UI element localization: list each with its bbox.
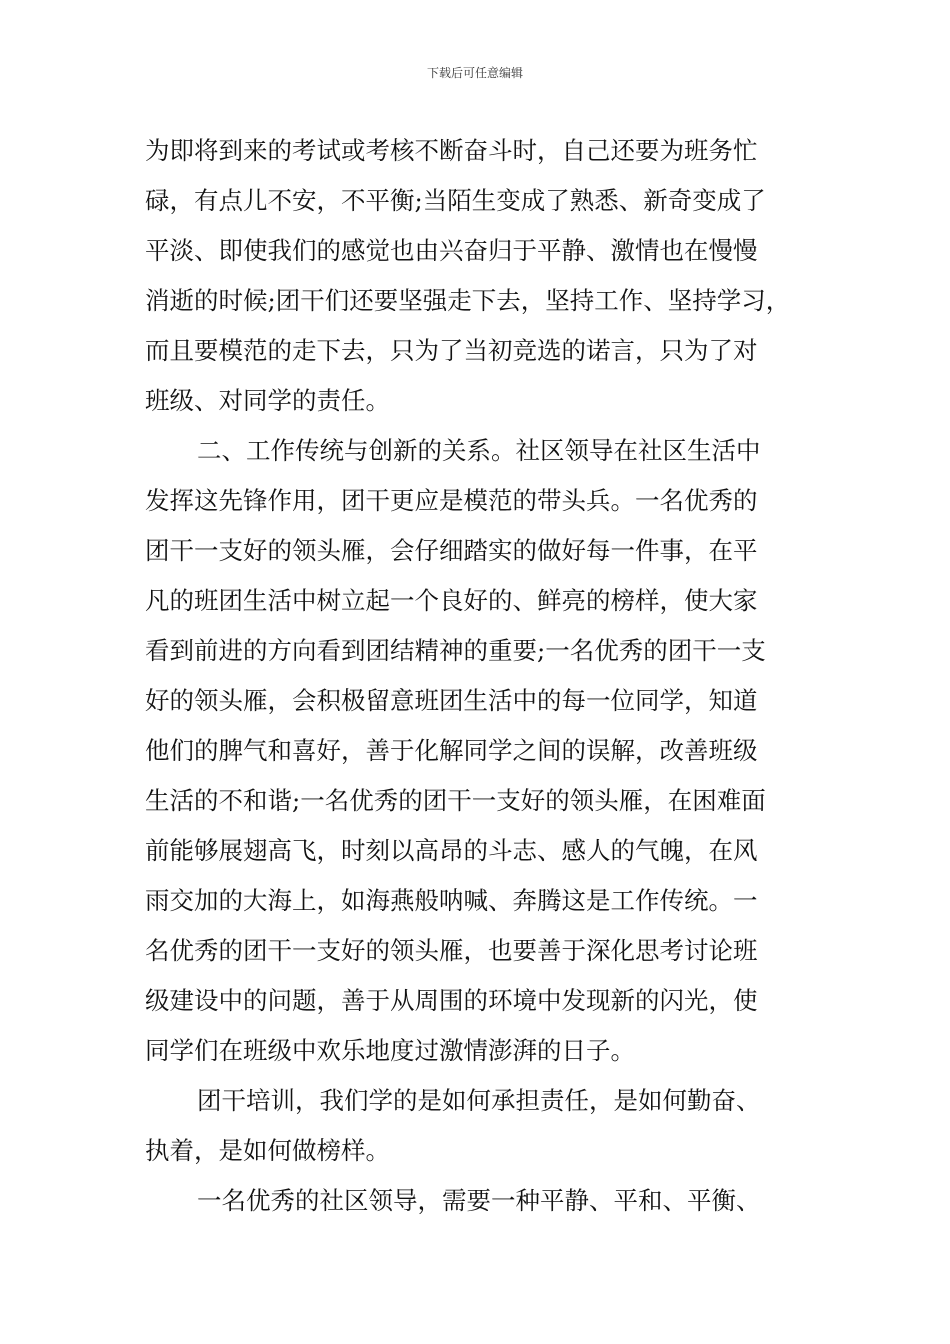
- document-body: [145, 126, 815, 1226]
- text-line: 发挥这先锋作用，团干更应是模范的带头兵。一名优秀的: [145, 486, 758, 515]
- text-line: 凡的班团生活中树立起一个良好的、鲜亮的榜样，使大家: [145, 586, 758, 615]
- text-line: 而且要模范的走下去，只为了当初竞选的诺言，只为了对: [145, 336, 758, 365]
- text-line: 雨交加的大海上，如海燕般呐喊、奔腾这是工作传统。一: [145, 886, 758, 915]
- paragraph-start-line: 团干培训，我们学的是如何承担责任，是如何勤奋、: [197, 1086, 761, 1115]
- text-line: 前能够展翅高飞，时刻以高昂的斗志、感人的气魄，在风: [145, 836, 758, 865]
- text-line: 生活的不和谐;一名优秀的团干一支好的领头雁，在困难面: [145, 786, 766, 815]
- text-line: 为即将到来的考试或考核不断奋斗时，自己还要为班务忙: [145, 136, 758, 165]
- text-line: 同学们在班级中欢乐地度过激情澎湃的日子。: [145, 1036, 635, 1065]
- text-line: 看到前进的方向看到团结精神的重要;一名优秀的团干一支: [145, 636, 766, 665]
- text-line: 消逝的时候;团干们还要坚强走下去，坚持工作、坚持学习，: [145, 286, 791, 315]
- page-header: 下载后可任意编辑: [426, 66, 523, 80]
- paragraph-start-line: 二、工作传统与创新的关系。社区领导在社区生活中: [197, 436, 761, 465]
- text-line: 团干一支好的领头雁，会仔细踏实的做好每一件事，在平: [145, 536, 758, 565]
- paragraph-start-line: 一名优秀的社区领导，需要一种平静、平和、平衡、: [197, 1186, 761, 1215]
- text-line: 名优秀的团干一支好的领头雁，也要善于深化思考讨论班: [145, 936, 758, 965]
- text-line: 他们的脾气和喜好，善于化解同学之间的误解，改善班级: [145, 736, 758, 765]
- text-line: 级建设中的问题，善于从周围的环境中发现新的闪光，使: [145, 986, 758, 1015]
- text-line: 执着，是如何做榜样。: [145, 1136, 390, 1165]
- text-line: 班级、对同学的责任。: [145, 386, 390, 415]
- text-line: 平淡、即使我们的感觉也由兴奋归于平静、激情也在慢慢: [145, 236, 758, 265]
- text-line: 碌，有点儿不安，不平衡;当陌生变成了熟悉、新奇变成了: [145, 186, 766, 215]
- text-line: 好的领头雁，会积极留意班团生活中的每一位同学，知道: [145, 686, 758, 715]
